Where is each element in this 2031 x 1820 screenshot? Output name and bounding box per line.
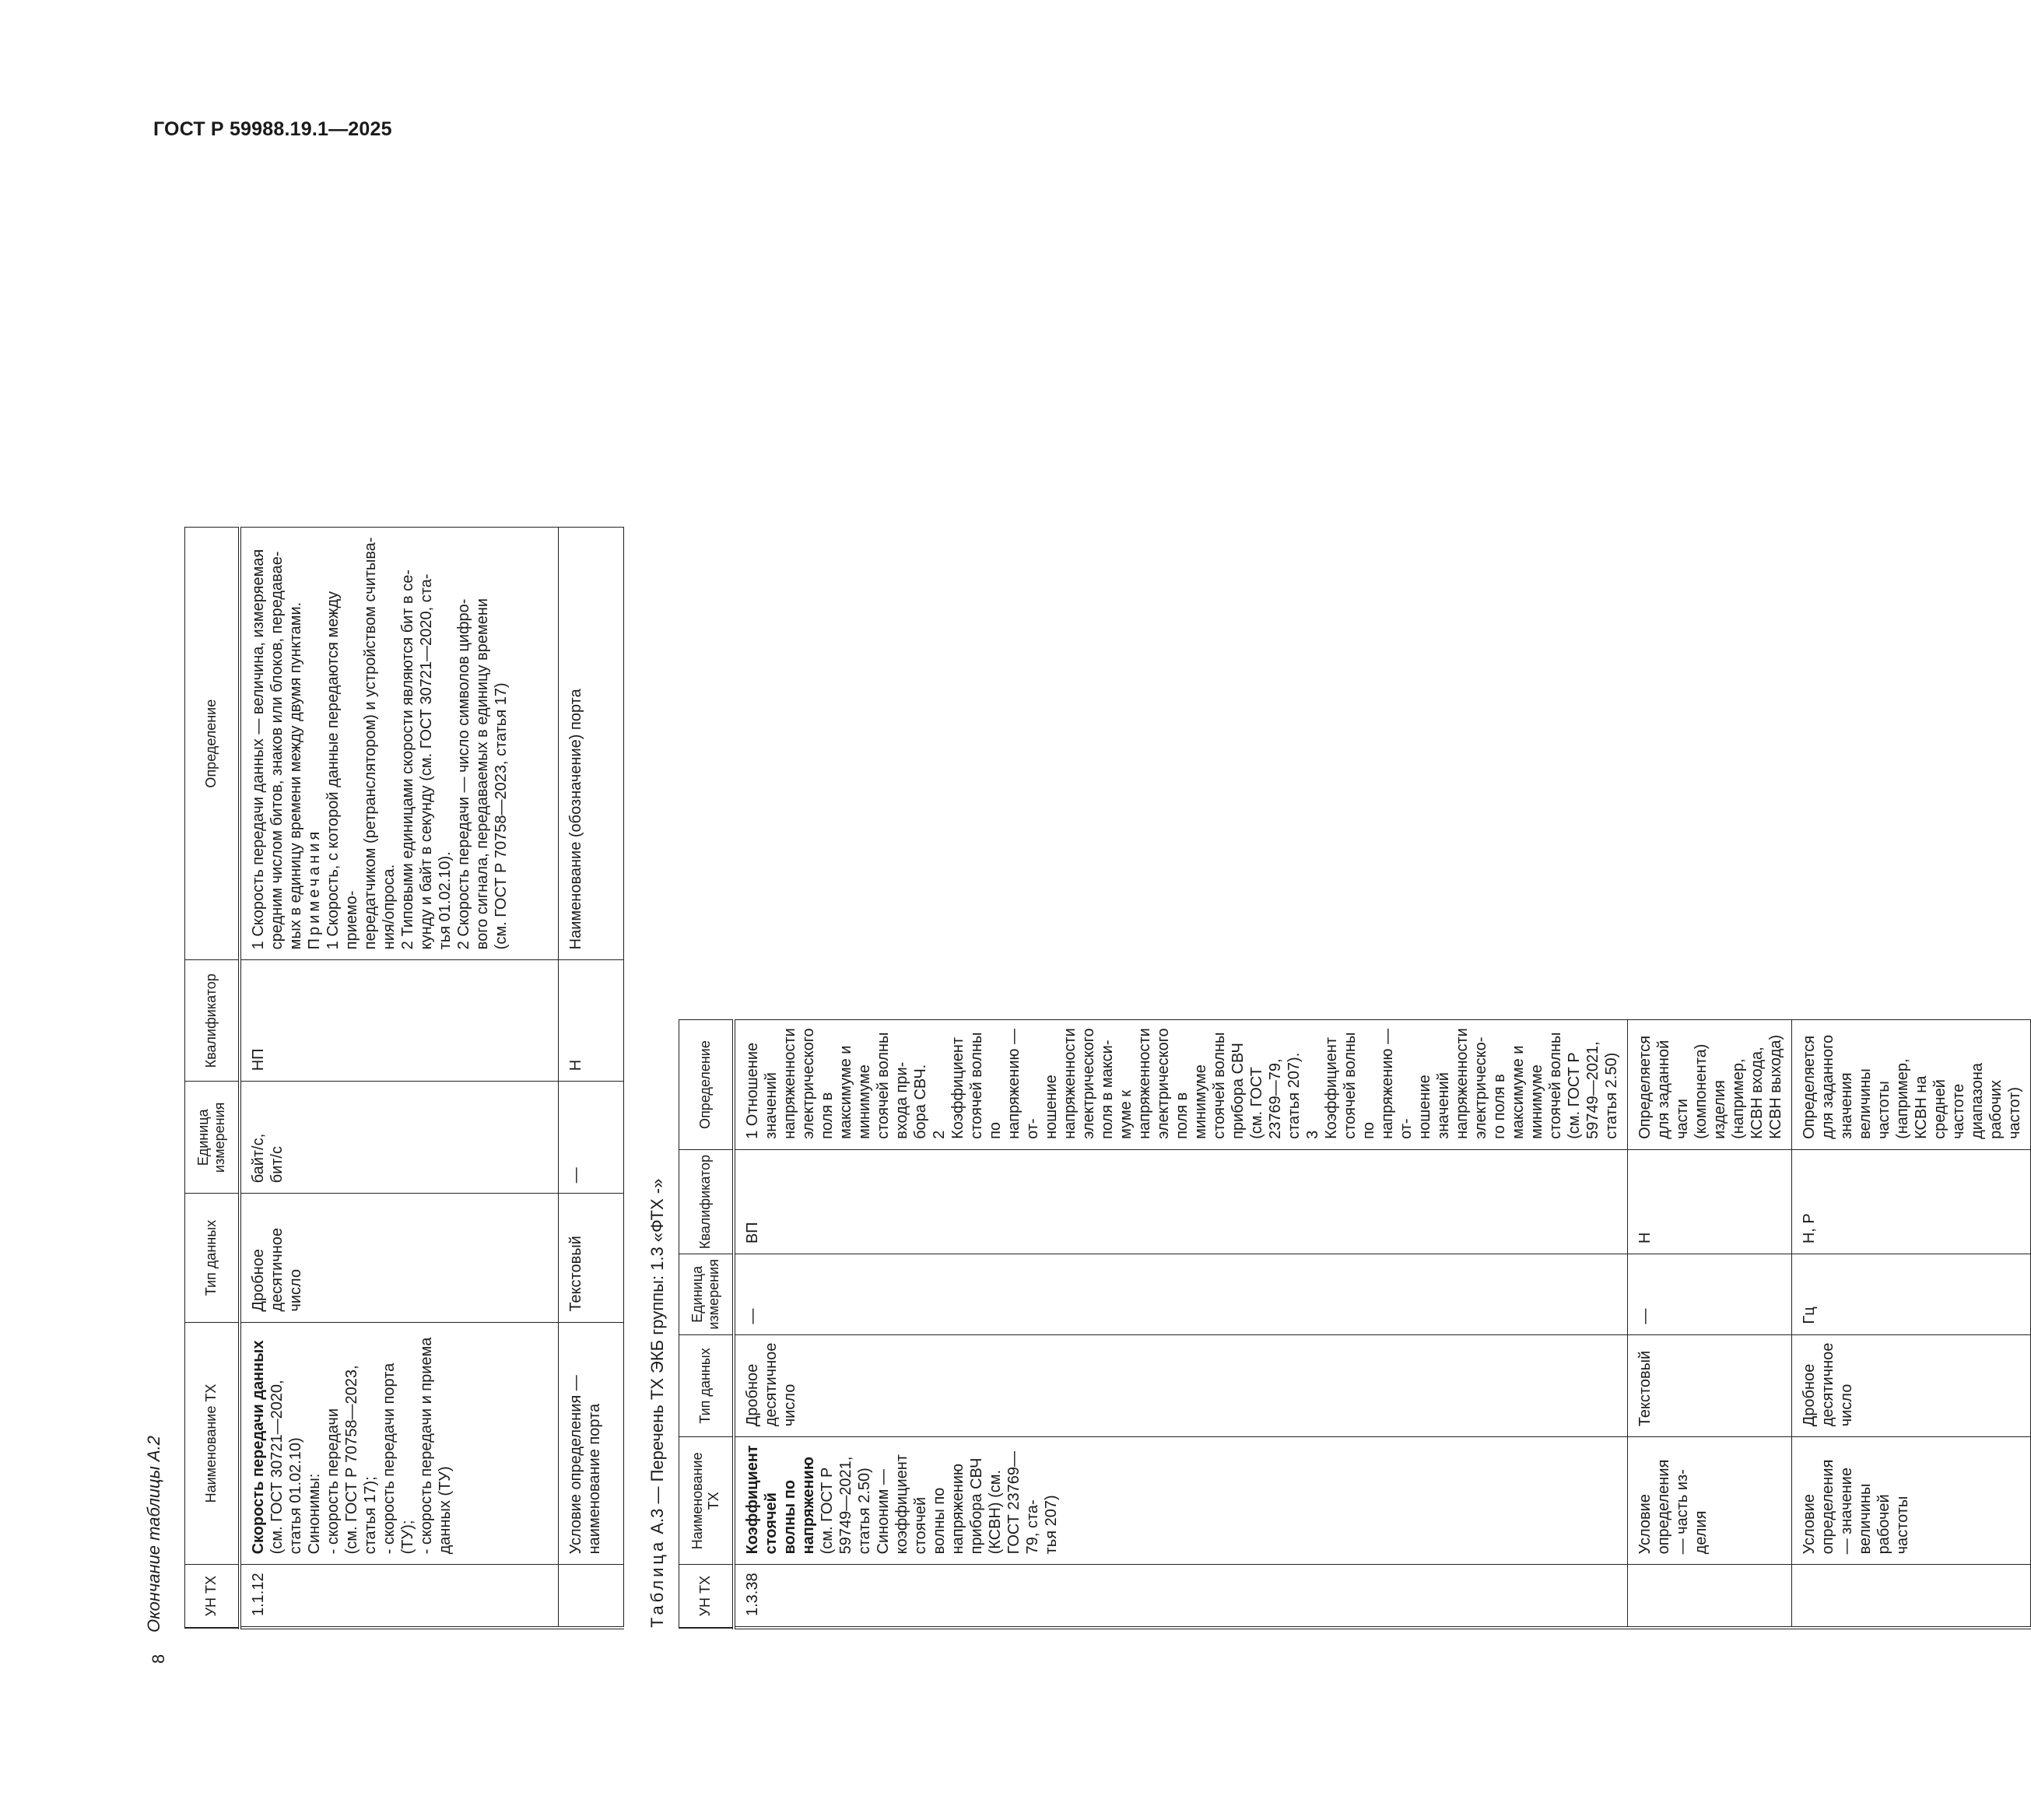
table-a3 (679, 1019, 2031, 1629)
table-a2-continuation (184, 527, 624, 1629)
cell-un-empty (1627, 1565, 1791, 1628)
cell-def: Определяется для заданной части (компонента) изделия (например, КСВН входа, КСВН выхода) (1627, 1020, 1791, 1150)
document-header: ГОСТ Р 59988.19.1—2025 (153, 118, 392, 140)
cell-unit: байт/с, бит/с (240, 1082, 559, 1194)
term-title: Коэффициент стоячей волны по (743, 1445, 798, 1555)
cell-unit: Гц (1791, 1254, 2030, 1334)
caption-word-table: Таблица (647, 1538, 667, 1628)
cell-def: Наименование (обозначение) порта (559, 528, 624, 960)
cell-type: Текстовый (1627, 1334, 1791, 1437)
term-title: Скорость передачи данных (249, 1340, 267, 1555)
col-header-def: Определение (185, 528, 240, 960)
note-label: Примечания (305, 828, 323, 950)
cell-name: Скорость передачи данных (см. ГОСТ 30721—2020, статья 01.02.10) Синонимы: - скорость передачи (см. ГОСТ Р 70758—2023, статья 17); - скорость передачи порта (ТУ); - скорость передачи и приема данных (ТУ) (240, 1322, 559, 1565)
cell-type: Дробное десятичное число (240, 1194, 559, 1322)
page-number-text: 8 (149, 1653, 168, 1664)
cell-def: 1 Отношение значений напряженности электрического поля в максимуме и минимуме стоячей волны входа при- бора СВЧ. 2 Коэффициент стоячей волны по напряжению — от- ношение напряженности электрического поля в макси- муме к напряженности электрического поля в минимуме стоячей волны прибора СВЧ (см. ГОСТ 23769—79, статья 207). 3 Коэффициент стоячей волны по напряжению — от- ношение значений напряженности электрическо- го поля в максимуме и минимуме стоячей волны (см. ГОСТ Р 59749—2021, статья 2.50) (734, 1020, 1628, 1150)
col-header-def: Определение (679, 1020, 734, 1150)
cell-un-empty (559, 1565, 624, 1628)
col-header-un: УН ТХ (679, 1565, 734, 1628)
col-header-name: Наименование ТХ (185, 1322, 240, 1565)
table-row (1627, 1020, 1791, 1628)
cell-unit: — (1627, 1254, 1791, 1334)
cell-unit: — (559, 1082, 624, 1194)
table-header-row (679, 1020, 734, 1628)
cell-def: 1 Скорость передачи данных — величина, измеряемая средним числом битов, знаков или блоков, передавае- мых в единицу времени между двумя пунктами. Примечания 1 Скорость, с которой данные передаются между приемо- передатчиком (ретранслятором) и устройством считыва- ния/опроса. 2 Типовыми единицами скорости являются бит в се- кунду и байт в секунду (см. ГОСТ 30721—2020, ста- тья 01.02.10). 2 Скорость передачи — число символов цифро- вого сигнала, передаваемых в единицу времени (см. ГОСТ Р 70758—2023, статья 17) (240, 528, 559, 960)
cell-type: Дробное десятичное число (734, 1334, 1628, 1437)
cell-qual: ВП (734, 1149, 1628, 1254)
table-row (734, 1020, 1628, 1628)
col-header-type: Тип данных (185, 1194, 240, 1322)
term-title: напряжению (799, 1456, 817, 1555)
cell-type: Дробное десятичное число (1791, 1334, 2030, 1437)
cell-name: Условие определения — часть из- делия (1627, 1437, 1791, 1565)
page-number (147, 1643, 170, 1674)
cell-qual: Н (559, 960, 624, 1082)
col-header-qual: Квалификатор (185, 960, 240, 1082)
cell-name: Коэффициент стоячей волны по напряжению (см. ГОСТ Р 59749—2021, статья 2.50) Синоним — коэффициент стоячей волны по напряжению прибора СВЧ (КСВН) (см. ГОСТ 23769—79, ста- тья 207) (734, 1437, 1628, 1565)
table-a3-caption (647, 1179, 668, 1628)
cell-qual: Н, Р (1791, 1149, 2030, 1254)
table-row (240, 528, 559, 1629)
cell-un: 1.3.38 (734, 1565, 1628, 1628)
col-header-un: УН ТХ (185, 1565, 240, 1628)
table-header-row (185, 528, 240, 1629)
col-header-unit: Единица измерения (679, 1254, 734, 1334)
continuation-caption: Окончание таблицы А.2 (144, 1436, 163, 1632)
cell-name: Условие определения — значение величины рабочей частоты (1791, 1437, 2030, 1565)
cell-qual: Н (1627, 1149, 1791, 1254)
cell-name: Условие определения — наименование порта (559, 1322, 624, 1565)
cell-un-empty (1791, 1565, 2030, 1628)
col-header-type: Тип данных (679, 1334, 734, 1437)
cell-unit: — (734, 1254, 1628, 1334)
table-row (1791, 1020, 2030, 1628)
cell-qual: НП (240, 960, 559, 1082)
col-header-unit: Единица измерения (185, 1082, 240, 1194)
cell-def: Определяется для заданного значения величины частоты (например, КСВН на средней частоте диапазона рабочих частот) (1791, 1020, 2030, 1150)
cell-type: Текстовый (559, 1194, 624, 1322)
col-header-name: Наименование ТХ (679, 1437, 734, 1565)
caption-title: А.3 — Перечень ТХ ЭКБ группы: 1.3 «ФТХ -» (647, 1178, 667, 1539)
col-header-qual: Квалификатор (679, 1149, 734, 1254)
table-row (559, 528, 624, 1629)
cell-un: 1.1.12 (240, 1565, 559, 1628)
